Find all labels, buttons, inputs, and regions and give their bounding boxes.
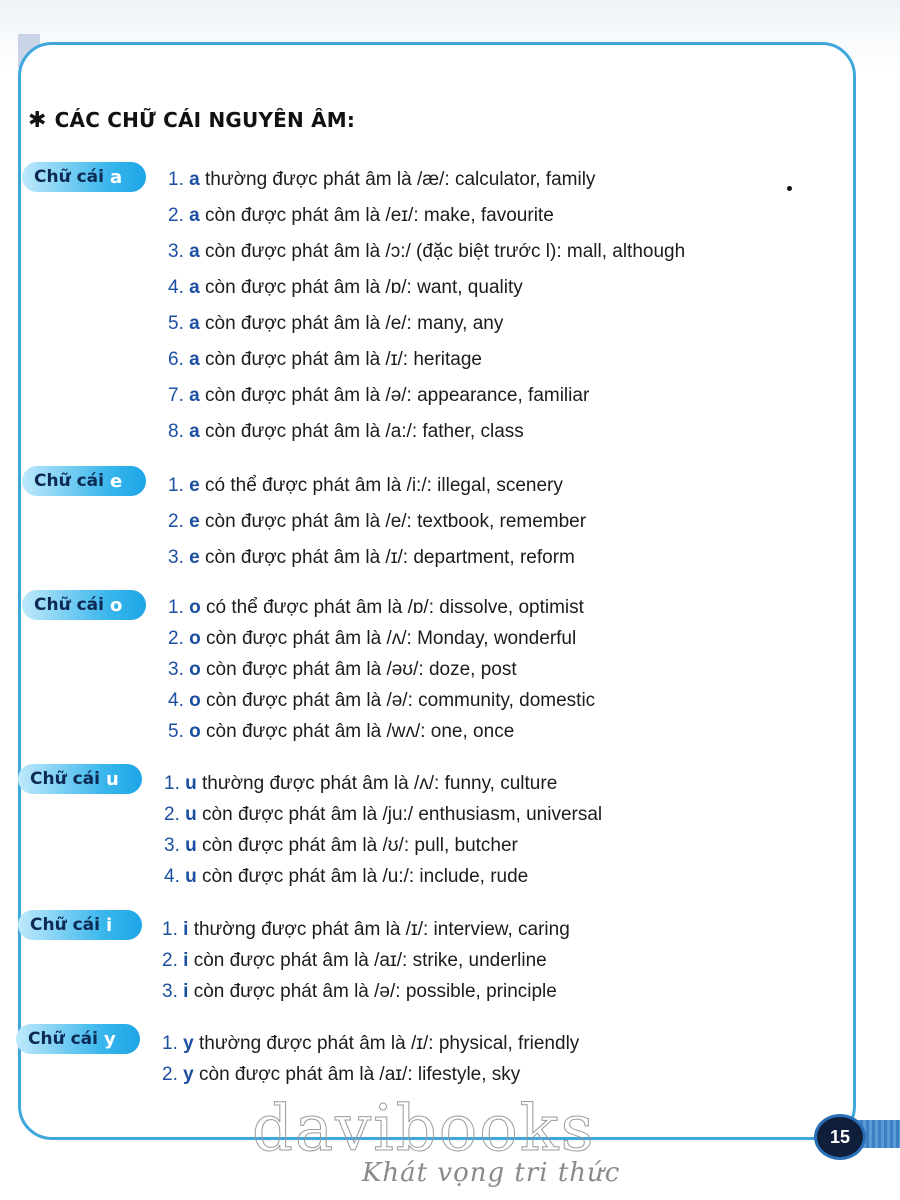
rule-list-i — [162, 920, 570, 1013]
rule-number: 2. — [162, 950, 178, 971]
rule-item — [168, 512, 586, 548]
rule-letter: y — [183, 1064, 194, 1085]
letter-pill-y — [16, 1024, 140, 1054]
letter-pill-i — [18, 910, 142, 940]
letter-pill-a — [22, 162, 146, 192]
rule-letter: o — [189, 721, 201, 742]
rule-letter: a — [189, 313, 200, 334]
rule-item — [162, 920, 570, 951]
rule-list-o — [168, 598, 595, 753]
letter-pill-e — [22, 466, 146, 496]
rule-list-e — [168, 476, 586, 584]
rule-text: còn được phát âm là /ʌ/: Monday, wonderful — [206, 628, 577, 649]
rule-letter: e — [189, 511, 200, 532]
letter-pill-o — [22, 590, 146, 620]
rule-number: 4. — [164, 866, 180, 887]
rule-list-y — [162, 1034, 579, 1096]
pill-letter: y — [103, 1028, 116, 1050]
rule-text: còn được phát âm là /a:/: father, class — [205, 421, 524, 442]
rule-number: 1. — [168, 169, 184, 190]
rule-number: 8. — [168, 421, 184, 442]
rule-text: còn được phát âm là /ə/: possible, principle — [193, 981, 557, 1002]
letter-pill-u — [18, 764, 142, 794]
rule-item — [168, 242, 685, 278]
pill-label: Chữ cái — [30, 769, 100, 789]
rule-item — [164, 774, 602, 805]
rule-letter: a — [189, 169, 200, 190]
rule-letter: u — [185, 773, 197, 794]
asterisk-icon: ✱ — [28, 108, 47, 133]
rule-number: 1. — [168, 475, 184, 496]
rule-text: còn được phát âm là /eɪ/: make, favourite — [205, 205, 554, 226]
rule-letter: a — [189, 205, 200, 226]
page-heading — [28, 108, 355, 133]
rule-item — [164, 867, 602, 898]
rule-number: 3. — [164, 835, 180, 856]
pill-label: Chữ cái — [34, 167, 104, 187]
rule-number: 3. — [168, 241, 184, 262]
rule-item — [168, 170, 685, 206]
rule-letter: a — [189, 349, 200, 370]
rule-letter: e — [189, 475, 200, 496]
rule-text: còn được phát âm là /wʌ/: one, once — [206, 721, 515, 742]
rule-number: 3. — [168, 659, 184, 680]
rule-list-u — [164, 774, 602, 898]
rule-letter: i — [183, 981, 189, 1002]
rule-text: còn được phát âm là /aɪ/: lifestyle, sky — [199, 1064, 521, 1085]
rule-item — [168, 722, 595, 753]
rule-number: 3. — [168, 547, 184, 568]
rule-letter: y — [183, 1033, 194, 1054]
rule-text: còn được phát âm là /əʊ/: doze, post — [206, 659, 517, 680]
rule-item — [168, 660, 595, 691]
rule-number: 4. — [168, 277, 184, 298]
rule-item — [162, 1034, 579, 1065]
rule-text: còn được phát âm là /ʊ/: pull, butcher — [202, 835, 518, 856]
rule-item — [168, 350, 685, 386]
rule-number: 1. — [162, 1033, 178, 1054]
pill-label: Chữ cái — [30, 915, 100, 935]
rule-text: còn được phát âm là /ɔ:/ (đặc biệt trước l): mall, although — [205, 241, 686, 262]
rule-letter: e — [189, 547, 200, 568]
pill-letter: u — [105, 768, 119, 790]
rule-item — [164, 805, 602, 836]
rule-number: 3. — [162, 981, 178, 1002]
rule-letter: u — [185, 835, 197, 856]
rule-text: còn được phát âm là /e/: many, any — [205, 313, 504, 334]
rule-number: 1. — [168, 597, 184, 618]
page-number-badge: 15 — [814, 1114, 866, 1160]
rule-item — [168, 206, 685, 242]
rule-number: 4. — [168, 690, 184, 711]
pill-label: Chữ cái — [28, 1029, 98, 1049]
rule-item — [168, 629, 595, 660]
rule-number: 2. — [168, 628, 184, 649]
rule-letter: o — [189, 597, 201, 618]
rule-number: 1. — [164, 773, 180, 794]
rule-letter: a — [189, 277, 200, 298]
watermark-brand: davibooks — [252, 1092, 596, 1166]
rule-text: còn được phát âm là /ə/: community, domestic — [206, 690, 596, 711]
rule-item — [168, 691, 595, 722]
rule-text: còn được phát âm là /aɪ/: strike, underline — [193, 950, 547, 971]
rule-text: còn được phát âm là /ə/: appearance, familiar — [205, 385, 590, 406]
stray-dot — [787, 186, 792, 191]
rule-text: còn được phát âm là /ju:/ enthusiasm, universal — [202, 804, 603, 825]
pill-letter: i — [105, 914, 113, 936]
rule-letter: a — [189, 241, 200, 262]
rule-item — [168, 476, 586, 512]
rule-number: 6. — [168, 349, 184, 370]
rule-item — [168, 422, 685, 458]
rule-item — [162, 982, 570, 1013]
rule-text: thường được phát âm là /ɪ/: interview, caring — [193, 919, 570, 940]
rule-item — [162, 951, 570, 982]
rule-text: còn được phát âm là /u:/: include, rude — [202, 866, 529, 887]
pill-letter: o — [109, 594, 123, 616]
rule-letter: u — [185, 804, 197, 825]
rule-number: 2. — [164, 804, 180, 825]
rule-text: có thể được phát âm là /ɒ/: dissolve, optimist — [206, 597, 584, 618]
rule-number: 2. — [168, 205, 184, 226]
rule-number: 2. — [162, 1064, 178, 1085]
rule-item — [168, 598, 595, 629]
rule-number: 5. — [168, 313, 184, 334]
pill-label: Chữ cái — [34, 471, 104, 491]
rule-text: thường được phát âm là /ɪ/: physical, friendly — [199, 1033, 580, 1054]
rule-letter: o — [189, 690, 201, 711]
rule-text: còn được phát âm là /ɪ/: heritage — [205, 349, 482, 370]
rule-letter: i — [183, 950, 189, 971]
rule-number: 7. — [168, 385, 184, 406]
rule-text: còn được phát âm là /ɪ/: department, reform — [205, 547, 575, 568]
rule-letter: a — [189, 385, 200, 406]
rule-letter: o — [189, 659, 201, 680]
watermark-tagline: Khát vọng tri thức — [362, 1158, 621, 1188]
pill-letter: e — [109, 470, 123, 492]
rule-letter: u — [185, 866, 197, 887]
pill-letter: a — [109, 166, 123, 188]
rule-item — [168, 278, 685, 314]
rule-text: thường được phát âm là /ʌ/: funny, culture — [202, 773, 558, 794]
rule-item — [168, 314, 685, 350]
heading-text: CÁC CHỮ CÁI NGUYÊN ÂM: — [54, 108, 356, 132]
rule-letter: i — [183, 919, 189, 940]
rule-item — [168, 548, 586, 584]
rule-number: 5. — [168, 721, 184, 742]
rule-letter: a — [189, 421, 200, 442]
rule-text: thường được phát âm là /æ/: calculator, family — [205, 169, 596, 190]
rule-number: 1. — [162, 919, 178, 940]
rule-list-a — [168, 170, 685, 458]
pill-label: Chữ cái — [34, 595, 104, 615]
rule-text: còn được phát âm là /e/: textbook, remember — [205, 511, 587, 532]
rule-letter: o — [189, 628, 201, 649]
rule-item — [168, 386, 685, 422]
rule-text: có thể được phát âm là /i:/: illegal, scenery — [205, 475, 563, 496]
rule-item — [164, 836, 602, 867]
rule-number: 2. — [168, 511, 184, 532]
rule-text: còn được phát âm là /ɒ/: want, quality — [205, 277, 523, 298]
